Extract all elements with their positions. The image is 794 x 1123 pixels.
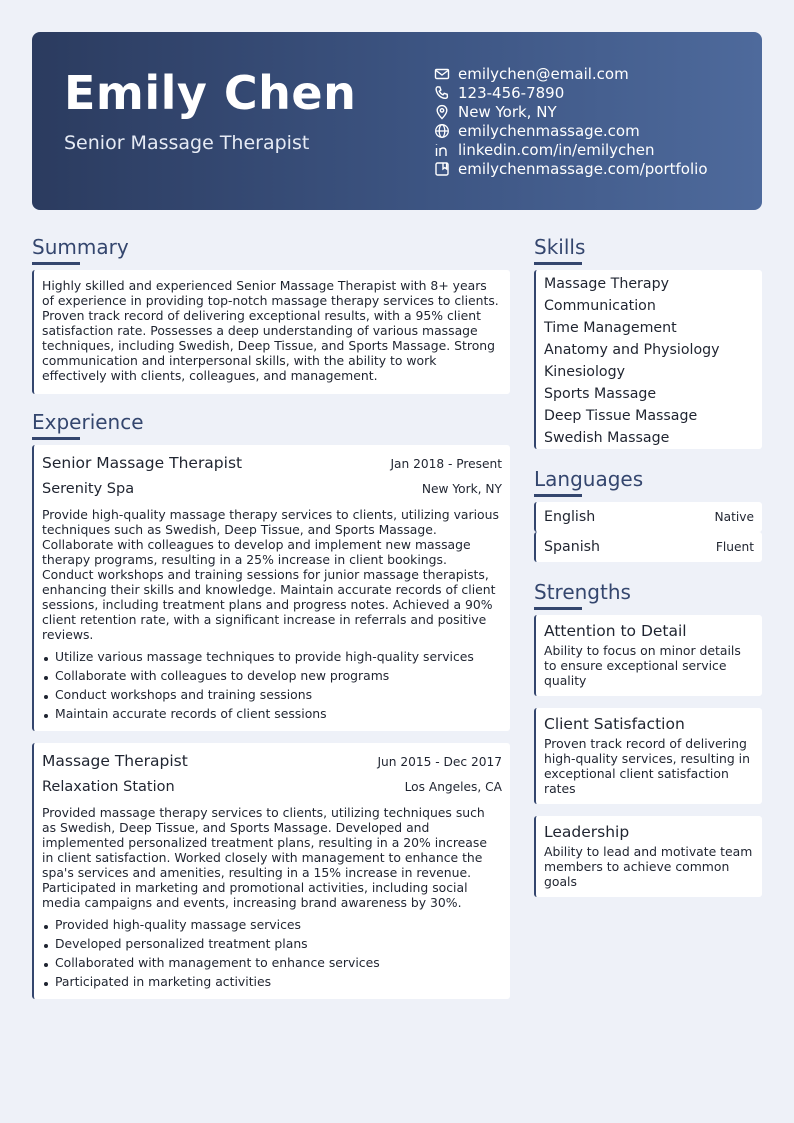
job-company: Relaxation Station xyxy=(42,779,175,795)
globe-icon xyxy=(434,123,450,139)
job-header-row xyxy=(42,752,502,770)
strength-title: Client Satisfaction xyxy=(544,715,685,733)
linkedin-icon xyxy=(434,142,450,158)
website-text: emilychenmassage.com xyxy=(458,121,640,140)
skill-item: Massage Therapy xyxy=(544,276,669,292)
strength-description: Ability to lead and motivate team members to achieve common goals xyxy=(544,844,753,889)
skills-heading: Skills xyxy=(534,235,586,259)
portfolio-text: emilychenmassage.com/portfolio xyxy=(458,159,708,178)
location-pin-icon xyxy=(434,104,450,120)
section-underline xyxy=(534,494,582,497)
list-item: Maintain accurate records of client sessions xyxy=(42,704,502,723)
left-column xyxy=(32,234,510,999)
job-dates: Jun 2015 - Dec 2017 xyxy=(377,755,502,769)
section-underline xyxy=(534,262,582,265)
list-item: Conduct workshops and training sessions xyxy=(42,685,502,704)
job-dates: Jan 2018 - Present xyxy=(390,457,502,471)
list-item: Provided high-quality massage services xyxy=(42,915,502,934)
location-text: New York, NY xyxy=(458,102,557,121)
section-underline xyxy=(32,437,80,440)
email-text: emilychen@email.com xyxy=(458,64,629,83)
contact-phone[interactable] xyxy=(434,83,754,102)
skill-item: Anatomy and Physiology xyxy=(544,342,720,358)
job-bullets xyxy=(42,647,502,723)
skill-item: Kinesiology xyxy=(544,364,626,380)
phone-icon xyxy=(434,85,450,101)
job-company-row xyxy=(42,779,502,795)
skill-item: Deep Tissue Massage xyxy=(544,408,698,424)
skill-item: Sports Massage xyxy=(544,386,657,402)
language-level: Fluent xyxy=(715,540,754,554)
strength-description: Ability to focus on minor details to ensure exceptional service quality xyxy=(544,643,741,688)
list-item: Participated in marketing activities xyxy=(42,972,502,991)
strength-item xyxy=(534,708,762,804)
summary-card xyxy=(32,270,510,394)
language-name: Spanish xyxy=(544,539,601,555)
contact-linkedin[interactable] xyxy=(434,140,754,159)
experience-entry xyxy=(32,445,510,731)
list-item: Utilize various massage techniques to provide high-quality services xyxy=(42,647,502,666)
right-column xyxy=(534,234,762,897)
job-title: Senior Massage Therapist xyxy=(42,454,243,472)
language-name: English xyxy=(544,509,596,525)
job-bullets xyxy=(42,915,502,991)
list-item: Collaborated with management to enhance services xyxy=(42,953,502,972)
skill-item: Time Management xyxy=(544,320,677,336)
experience-entry xyxy=(32,743,510,999)
linkedin-text: linkedin.com/in/emilychen xyxy=(458,140,655,159)
job-location: Los Angeles, CA xyxy=(404,780,502,794)
contact-location xyxy=(434,102,754,121)
section-underline xyxy=(534,607,582,610)
strength-description: Proven track record of delivering high-quality services, resulting in exceptional client satisfaction rates xyxy=(544,736,750,796)
language-level: Native xyxy=(714,510,754,524)
skills-card xyxy=(534,270,762,449)
summary-section xyxy=(32,234,510,394)
portfolio-icon xyxy=(434,161,450,177)
summary-heading: Summary xyxy=(32,235,129,259)
mail-icon xyxy=(434,66,450,82)
strength-item xyxy=(534,615,762,696)
languages-heading: Languages xyxy=(534,467,644,491)
job-description: Provide high-quality massage therapy services to clients, utilizing various techniques such as Swedish, Deep Tissue, and Sports Massage. Collaborate with colleagues to develop and implement new massage therapy programs, resulting in a 25% increase in client bookings. Conduct workshops and training sessions for junior massage therapists, enhancing their skills and knowledge. Maintain accurate records of client sessions, including treatment plans and progress notes. Achieved a 90% client retention rate, with a significant increase in referrals and positive reviews. xyxy=(42,507,499,642)
contact-portfolio[interactable] xyxy=(434,159,754,178)
strength-item xyxy=(534,816,762,897)
strengths-section xyxy=(534,579,762,897)
experience-heading: Experience xyxy=(32,410,144,434)
list-item: Collaborate with colleagues to develop new programs xyxy=(42,666,502,685)
phone-text: 123-456-7890 xyxy=(458,83,565,102)
list-item: Developed personalized treatment plans xyxy=(42,934,502,953)
summary-text: Highly skilled and experienced Senior Massage Therapist with 8+ years of experience in providing top-notch massage therapy services to clients. Proven track record of delivering exceptional results, with a 95% client satisfaction rate. Possesses a deep understanding of various massage techniques, including Swedish, Deep Tissue, and Sports Massage. Strong communication and interpersonal skills, with the ability to work effectively with clients, colleagues, and management. xyxy=(42,278,499,383)
strength-title: Leadership xyxy=(544,823,630,841)
skill-item: Communication xyxy=(544,298,656,314)
languages-section xyxy=(534,466,762,562)
skill-item: Swedish Massage xyxy=(544,430,670,446)
experience-section xyxy=(32,409,510,999)
contact-list xyxy=(434,64,754,178)
job-header-row xyxy=(42,454,502,472)
job-description: Provided massage therapy services to clients, utilizing techniques such as Swedish, Deep Tissue, and Sports Massage. Developed and implemented personalized treatment plans, resulting in a 20% increase in client satisfaction. Worked closely with management to enhance the spa's services and amenities, resulting in a 15% increase in revenue. Participated in marketing and promotional activities, including social media campaigns and events, increasing brand awareness by 30%. xyxy=(42,805,487,910)
job-location: New York, NY xyxy=(421,482,502,496)
skills-section xyxy=(534,234,762,449)
candidate-role: Senior Massage Therapist xyxy=(64,132,310,154)
language-item xyxy=(534,532,762,562)
contact-email[interactable] xyxy=(434,64,754,83)
job-company-row xyxy=(42,481,502,497)
resume-header xyxy=(32,32,762,210)
strengths-heading: Strengths xyxy=(534,580,631,604)
strength-title: Attention to Detail xyxy=(544,622,687,640)
contact-website[interactable] xyxy=(434,121,754,140)
language-item xyxy=(534,502,762,532)
candidate-name: Emily Chen xyxy=(64,66,357,120)
section-underline xyxy=(32,262,80,265)
job-company: Serenity Spa xyxy=(42,481,135,497)
job-title: Massage Therapist xyxy=(42,752,188,770)
